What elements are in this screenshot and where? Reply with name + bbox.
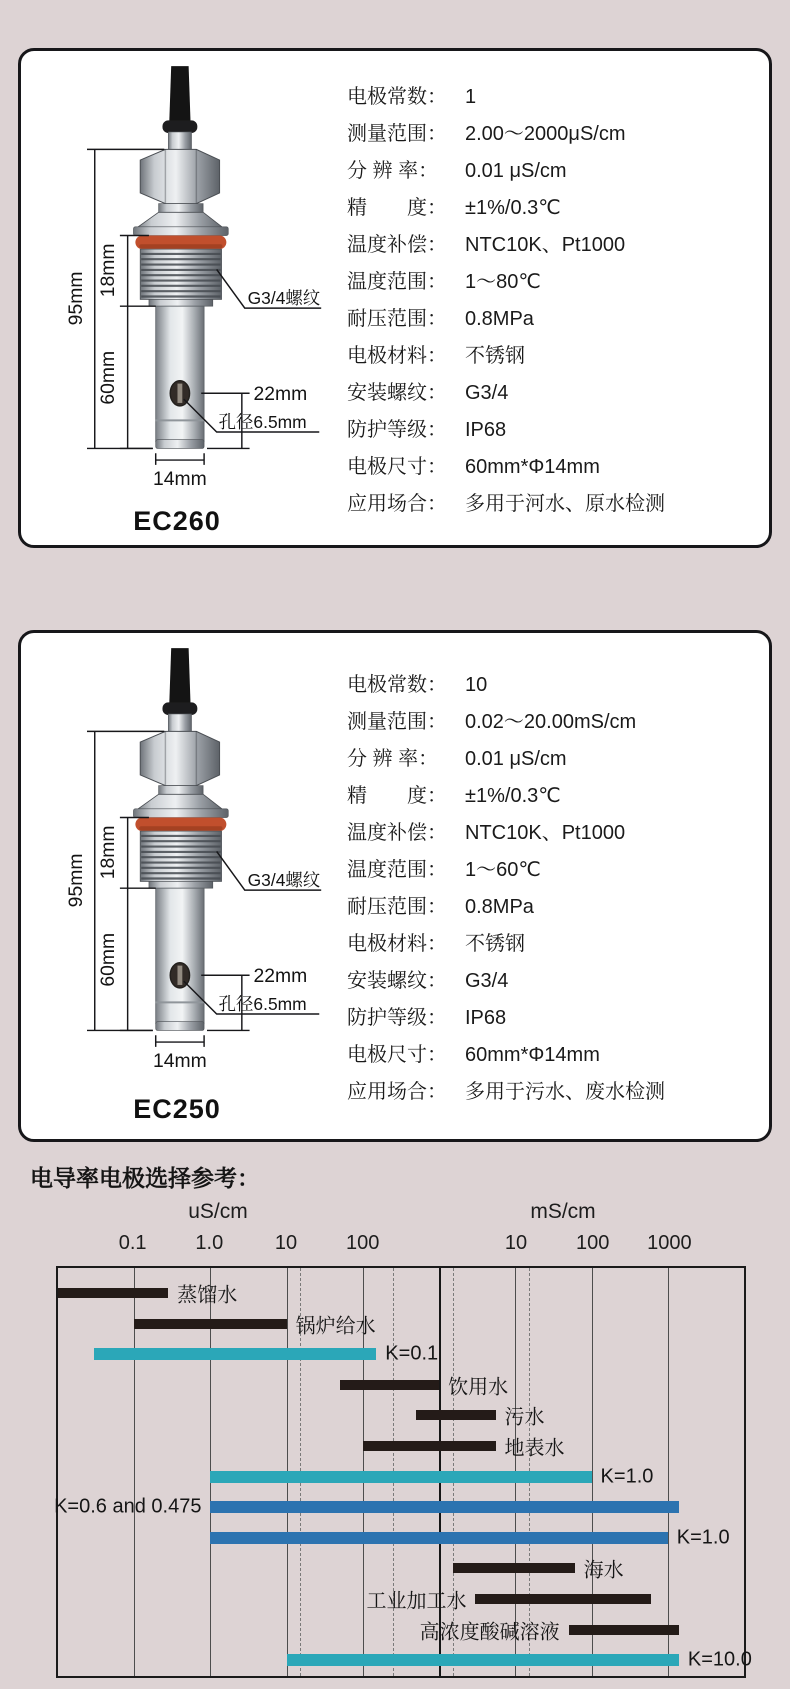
x-axis-unit-ms: mS/cm bbox=[530, 1200, 596, 1223]
spec-label: 电极材料： bbox=[347, 345, 447, 367]
range-bar bbox=[340, 1380, 439, 1390]
spec-value: 1～60℃ bbox=[465, 859, 541, 881]
spec-row bbox=[347, 486, 759, 523]
spec-label: 分 辨 率： bbox=[347, 748, 439, 770]
spec-row bbox=[347, 338, 759, 375]
spec-row bbox=[347, 741, 759, 778]
x-axis-unit-us: uS/cm bbox=[188, 1200, 248, 1223]
spec-row bbox=[347, 79, 759, 116]
spec-row bbox=[347, 778, 759, 815]
spec-value: 10 bbox=[465, 674, 488, 696]
chart-plot-area bbox=[54, 1266, 752, 1678]
spec-value: NTC10K、Pt1000 bbox=[465, 234, 626, 256]
x-tick-label: 10 bbox=[274, 1232, 298, 1254]
dim-shaft-length: 60mm bbox=[97, 932, 120, 987]
spec-row bbox=[347, 264, 759, 301]
spec-row bbox=[347, 667, 759, 704]
dim-overall-length: 95mm bbox=[65, 853, 88, 908]
range-bar bbox=[210, 1471, 591, 1483]
spec-row bbox=[347, 926, 759, 963]
thread-spec-label: G3/4螺纹 bbox=[247, 288, 321, 309]
spec-row bbox=[347, 153, 759, 190]
spec-value: 0.01 μS/cm bbox=[465, 748, 567, 770]
range-bar bbox=[453, 1563, 575, 1573]
range-bar bbox=[210, 1532, 667, 1544]
x-tick-label: 100 bbox=[345, 1232, 380, 1254]
bar-label: 蒸馏水 bbox=[177, 1284, 238, 1307]
gridline bbox=[592, 1268, 593, 1676]
model-name: EC260 bbox=[133, 506, 221, 536]
spec-label: 分 辨 率： bbox=[347, 160, 439, 182]
spec-value: ±1%/0.3℃ bbox=[465, 785, 561, 807]
x-tick-label: 1.0 bbox=[195, 1232, 224, 1254]
dim-thread-length: 18mm bbox=[97, 243, 120, 298]
spec-value: G3/4 bbox=[465, 382, 509, 404]
spec-value: 不锈钢 bbox=[465, 345, 525, 367]
bar-label: K=1.0 bbox=[676, 1526, 730, 1549]
spec-value: 0.01 μS/cm bbox=[465, 160, 567, 182]
spec-row bbox=[347, 1037, 759, 1074]
spec-value: 2.00～2000μS/cm bbox=[465, 123, 626, 145]
spec-label: 温度范围： bbox=[347, 271, 447, 293]
spec-value: 0.8MPa bbox=[465, 308, 534, 330]
electrode-diagram bbox=[27, 641, 327, 1086]
dim-hole-offset: 22mm bbox=[253, 965, 308, 988]
spec-row bbox=[347, 301, 759, 338]
spec-value: 1～80℃ bbox=[465, 271, 541, 293]
spec-row bbox=[347, 1074, 759, 1111]
spec-label: 应用场合： bbox=[347, 493, 447, 515]
spec-row bbox=[347, 889, 759, 926]
bar-label: K=10.0 bbox=[687, 1648, 752, 1671]
range-bar bbox=[475, 1594, 650, 1604]
bar-label: K=0.1 bbox=[385, 1342, 439, 1365]
product-card-ec260 bbox=[18, 48, 772, 548]
bar-label: 海水 bbox=[583, 1559, 624, 1582]
spec-row bbox=[347, 412, 759, 449]
x-tick-label: 10 bbox=[504, 1232, 528, 1254]
electrode-figure-ec250 bbox=[21, 633, 333, 1139]
spec-row bbox=[347, 116, 759, 153]
spec-row bbox=[347, 375, 759, 412]
gridline bbox=[134, 1268, 135, 1676]
spec-value: IP68 bbox=[465, 419, 507, 441]
spec-label: 精 度： bbox=[347, 785, 447, 807]
spec-row bbox=[347, 227, 759, 264]
range-bar bbox=[569, 1625, 679, 1635]
spec-label: 防护等级： bbox=[347, 1007, 447, 1029]
spec-value: ±1%/0.3℃ bbox=[465, 197, 561, 219]
spec-value: 60mm*Φ14mm bbox=[465, 456, 600, 478]
spec-value: 不锈钢 bbox=[465, 933, 525, 955]
spec-value: 多用于河水、原水检测 bbox=[465, 493, 665, 515]
spec-label: 测量范围： bbox=[347, 123, 447, 145]
spec-label: 耐压范围： bbox=[347, 308, 447, 330]
spec-label: 电极常数： bbox=[347, 674, 447, 696]
spec-row bbox=[347, 963, 759, 1000]
spec-label: 防护等级： bbox=[347, 419, 447, 441]
spec-value: 0.02～20.00mS/cm bbox=[465, 711, 637, 733]
spec-label: 耐压范围： bbox=[347, 896, 447, 918]
electrode-diagram bbox=[27, 59, 327, 504]
dim-hole-diameter: 孔径6.5mm bbox=[218, 994, 307, 1015]
thread-spec-label: G3/4螺纹 bbox=[247, 870, 321, 891]
range-bar bbox=[134, 1319, 286, 1329]
spec-label: 安装螺纹： bbox=[347, 382, 447, 404]
spec-label: 电极尺寸： bbox=[347, 456, 447, 478]
spec-list bbox=[333, 51, 769, 545]
bar-label: K=1.0 bbox=[600, 1465, 654, 1488]
spec-label: 安装螺纹： bbox=[347, 970, 447, 992]
gridline bbox=[668, 1268, 669, 1676]
spec-value: 60mm*Φ14mm bbox=[465, 1044, 600, 1066]
spec-row bbox=[347, 190, 759, 227]
bar-label: 污水 bbox=[504, 1406, 545, 1429]
spec-label: 温度范围： bbox=[347, 859, 447, 881]
spec-row bbox=[347, 449, 759, 486]
spec-row bbox=[347, 704, 759, 741]
spec-label: 测量范围： bbox=[347, 711, 447, 733]
range-bar bbox=[287, 1654, 679, 1666]
bar-label: 饮用水 bbox=[448, 1376, 509, 1399]
x-tick-label: 1000 bbox=[647, 1232, 692, 1254]
spec-row bbox=[347, 815, 759, 852]
range-bar bbox=[416, 1410, 495, 1420]
spec-label: 应用场合： bbox=[347, 1081, 447, 1103]
spec-row bbox=[347, 1000, 759, 1037]
spec-value: G3/4 bbox=[465, 970, 509, 992]
range-bar bbox=[210, 1501, 678, 1513]
spec-value: 多用于污水、废水检测 bbox=[465, 1081, 665, 1103]
dim-shaft-length: 60mm bbox=[97, 350, 120, 405]
spec-label: 温度补偿： bbox=[347, 822, 447, 844]
dim-width: 14mm bbox=[153, 468, 207, 491]
bar-label: 地表水 bbox=[504, 1437, 565, 1460]
range-bar bbox=[58, 1288, 168, 1298]
x-axis-ticks bbox=[56, 1232, 746, 1258]
spec-label: 电极材料： bbox=[347, 933, 447, 955]
spec-label: 精 度： bbox=[347, 197, 447, 219]
spec-list bbox=[333, 633, 769, 1139]
dim-hole-diameter: 孔径6.5mm bbox=[218, 412, 307, 433]
range-bar bbox=[94, 1348, 376, 1360]
product-card-ec250 bbox=[18, 630, 772, 1142]
electrode-figure-ec260 bbox=[21, 51, 333, 545]
x-tick-label: 0.1 bbox=[118, 1232, 147, 1254]
range-bar bbox=[363, 1441, 496, 1451]
spec-row bbox=[347, 852, 759, 889]
spec-value: 1 bbox=[465, 86, 477, 108]
electrode-probe-illustration bbox=[87, 648, 321, 1047]
dim-width: 14mm bbox=[153, 1050, 207, 1073]
spec-label: 电极尺寸： bbox=[347, 1044, 447, 1066]
dim-hole-offset: 22mm bbox=[253, 383, 308, 406]
spec-value: 0.8MPa bbox=[465, 896, 534, 918]
model-name: EC250 bbox=[133, 1094, 221, 1124]
spec-label: 电极常数： bbox=[347, 86, 447, 108]
bar-label: 高浓度酸碱溶液 bbox=[419, 1621, 560, 1644]
bar-label: 锅炉给水 bbox=[295, 1315, 376, 1338]
chart-section-title: 电导率电极选择参考： bbox=[30, 1165, 260, 1191]
dim-thread-length: 18mm bbox=[97, 825, 120, 880]
bar-label: 工业加工水 bbox=[366, 1590, 467, 1613]
x-tick-label: 100 bbox=[575, 1232, 610, 1254]
spec-value: NTC10K、Pt1000 bbox=[465, 822, 626, 844]
electrode-probe-illustration bbox=[87, 66, 321, 465]
bar-label: K=0.6 and 0.475 bbox=[54, 1495, 202, 1518]
spec-value: IP68 bbox=[465, 1007, 507, 1029]
dim-overall-length: 95mm bbox=[65, 271, 88, 326]
spec-label: 温度补偿： bbox=[347, 234, 447, 256]
